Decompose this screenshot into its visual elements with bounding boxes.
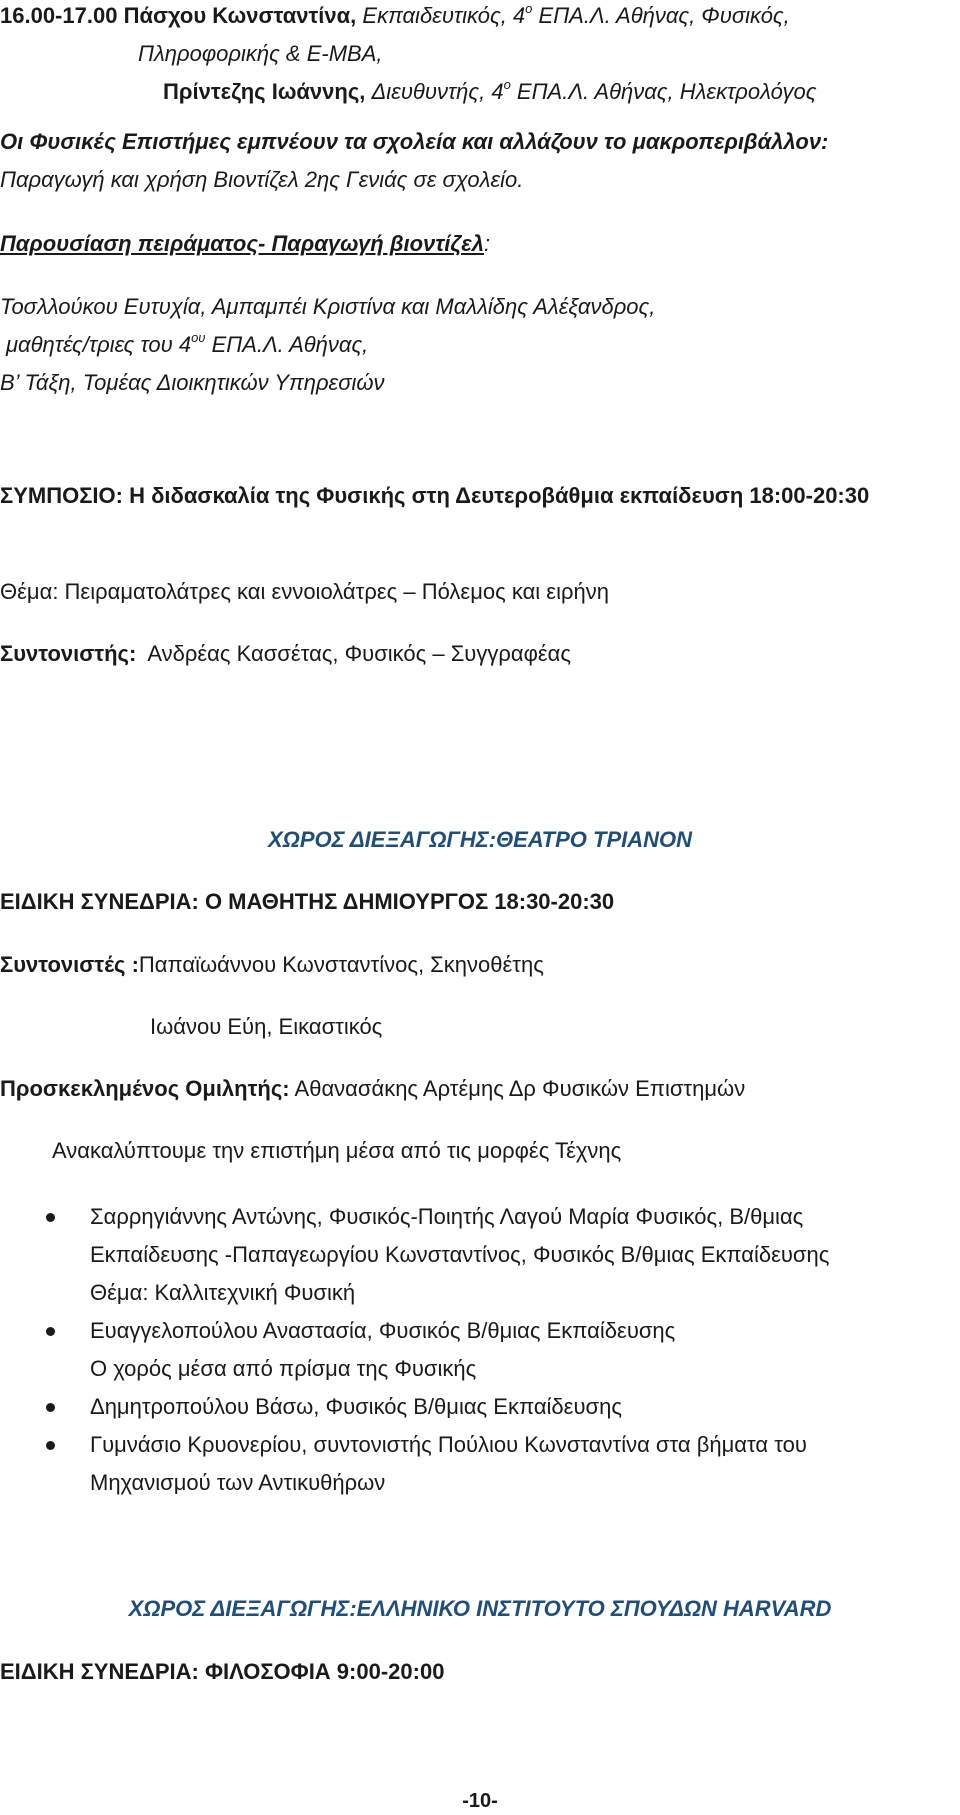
session-coordinators: Συντονιστές :Παπαϊωάννου Κωνσταντίνος, Σκηνοθέτης xyxy=(0,952,544,977)
list-item: Γυμνάσιο Κρυονερίου, συντονιστής Πούλιου Κωνσταντίνα στα βήματα του xyxy=(90,1432,807,1457)
session-creative-student-title: ΕΙΔΙΚΗ ΣΥΝΕΔΡΙΑ: Ο ΜΑΘΗΤΗΣ ΔΗΜΙΟΥΡΓΟΣ 18:30-20:30 xyxy=(0,889,615,914)
list-item-cont: Εκπαίδευσης -Παπαγεωργίου Κωνσταντίνος, Φυσικός Β/θμιας Εκπαίδευσης xyxy=(90,1242,830,1267)
list-item: Σαρρηγιάννης Αντώνης, Φυσικός-Ποιητής Λαγού Μαρία Φυσικός, Β/θμιας xyxy=(90,1204,804,1229)
speaker-1-name: Πάσχου Κωνσταντίνα, xyxy=(123,3,357,28)
list-item: Ευαγγελοπούλου Αναστασία, Φυσικός Β/θμιας Εκπαίδευσης xyxy=(90,1318,676,1343)
bullet-icon xyxy=(46,1441,55,1450)
experiment-heading: Παρουσίαση πειράματος- Παραγωγή βιοντίζελ: xyxy=(0,231,491,256)
bullet-icon xyxy=(46,1213,55,1222)
talk-subtitle: Παραγωγή και χρήση Βιοντίζελ 2ης Γενιάς σε σχολείο. xyxy=(0,167,524,192)
page-number: -10- xyxy=(462,1790,498,1812)
talk-title: Οι Φυσικές Επιστήμες εμπνέουν τα σχολεία και αλλάζουν το μακροπεριβάλλον: xyxy=(0,129,829,154)
symposium-coordinator: Συντονιστής: Ανδρέας Κασσέτας, Φυσικός – Συγγραφέας xyxy=(0,641,571,666)
experiment-students: Τοσλλούκου Ευτυχία, Αμπαμπέι Κριστίνα και Μαλλίδης Αλέξανδρος, xyxy=(0,294,656,319)
invited-speaker: Προσκεκλημένος Ομιλητής: Αθανασάκης Αρτέμης Δρ Φυσικών Επιστημών xyxy=(0,1076,746,1101)
speaker-1-role-cont: Πληροφορικής & Ε-ΜΒΑ, xyxy=(138,41,383,66)
list-item-cont: Ο χορός μέσα από πρίσμα της Φυσικής xyxy=(90,1356,477,1381)
venue-theatre-trianon: ΧΩΡΟΣ ΔΙΕΞΑΓΩΓΗΣ:ΘΕΑΤΡΟ ΤΡΙΑΝΟΝ xyxy=(267,827,693,852)
speaker-2-name: Πρίντεζης Ιωάννης, xyxy=(163,79,366,104)
list-item: Δημητροπούλου Βάσω, Φυσικός Β/θμιας Εκπαίδευσης xyxy=(90,1394,622,1419)
venue-harvard-institute: ΧΩΡΟΣ ΔΙΕΞΑΓΩΓΗΣ:ΕΛΛΗΝΙΚΟ ΙΝΣΤΙΤΟΥΤΟ ΣΠΟΥΔΩΝ HARVARD xyxy=(128,1596,832,1621)
list-item-cont: Θέμα: Καλλιτεχνική Φυσική xyxy=(90,1280,356,1305)
experiment-class: Β’ Τάξη, Τομέας Διοικητικών Υπηρεσιών xyxy=(0,370,385,395)
bullet-icon xyxy=(46,1403,55,1412)
list-item-cont: Μηχανισμού των Αντικυθήρων xyxy=(90,1470,386,1495)
symposium-title: ΣΥΜΠΟΣΙΟ: Η διδασκαλία της Φυσικής στη Δευτεροβάθμια εκπαίδευση 18:00-20:30 xyxy=(0,483,870,508)
speaker-1-role: Εκπαιδευτικός, $4^o$ ΕΠΑ.Λ. Αθήνας, Φυσικός, xyxy=(362,0,790,28)
session-coordinator-2: Ιωάνου Εύη, Εικαστικός xyxy=(150,1014,383,1039)
session-time: 16.00-17.00 xyxy=(0,3,118,28)
symposium-topic: Θέμα: Πειραματολάτρες και εννοιολάτρες – Πόλεμος και ειρήνη xyxy=(0,579,609,604)
invited-speaker-topic: Ανακαλύπτουμε την επιστήμη μέσα από τις μορφές Τέχνης xyxy=(52,1138,622,1163)
header-line-3 xyxy=(163,78,816,106)
header-line-1 xyxy=(0,2,790,30)
experiment-school: μαθητές/τριες του $4^{o\upsilon}$ ΕΠΑ.Λ. Αθήνας, xyxy=(6,329,369,357)
speaker-2-role: Διευθυντής, $4^o$ ΕΠΑ.Λ. Αθήνας, Ηλεκτρολόγος xyxy=(371,76,817,104)
bullet-icon xyxy=(46,1327,55,1336)
session-philosophy-title: ΕΙΔΙΚΗ ΣΥΝΕΔΡΙΑ: ΦΙΛΟΣΟΦΙΑ 9:00-20:00 xyxy=(0,1659,445,1684)
